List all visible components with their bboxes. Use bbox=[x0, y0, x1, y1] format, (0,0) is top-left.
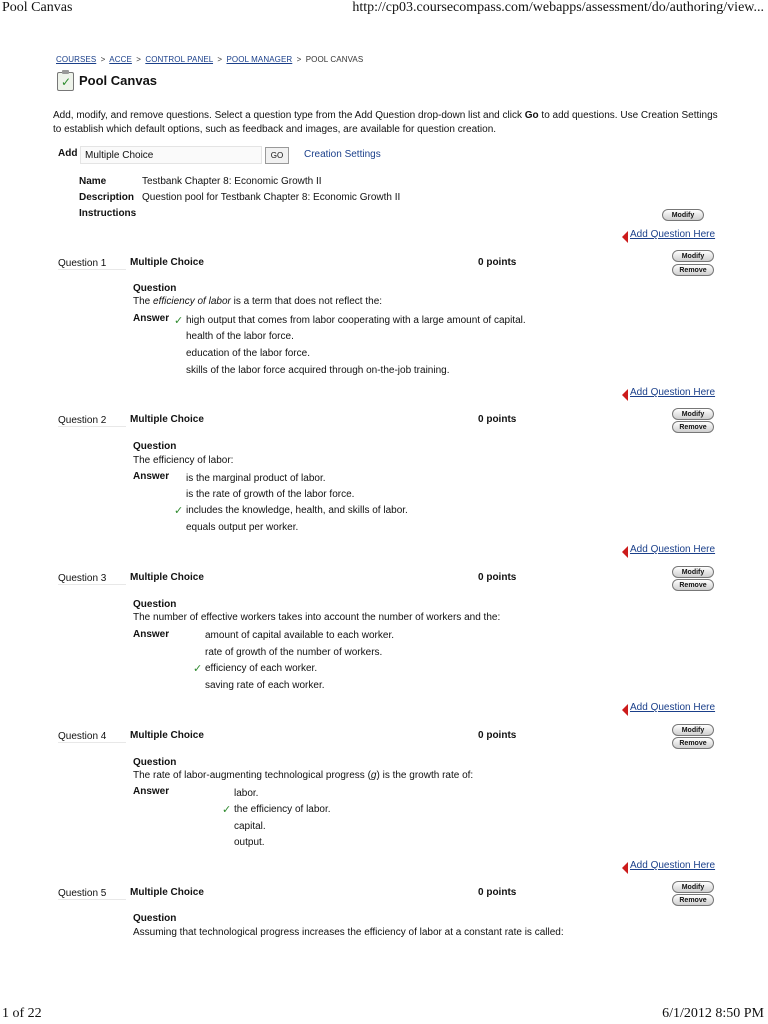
page-title: Pool Canvas bbox=[79, 73, 158, 88]
intro-go-bold: Go bbox=[524, 110, 539, 121]
print-footer-datetime: 6/1/2012 8:50 PM bbox=[662, 1006, 764, 1021]
pool-modify-button[interactable]: Modify bbox=[662, 209, 704, 221]
breadcrumb-acce[interactable]: ACCE bbox=[109, 55, 132, 64]
answer-label: Answer bbox=[133, 786, 170, 797]
question-text bbox=[133, 770, 473, 781]
page-instructions bbox=[53, 109, 718, 137]
answer-choice: rate of growth of the number of workers. bbox=[205, 647, 383, 658]
question-text: The efficiency of labor: bbox=[133, 455, 234, 466]
question-type: Multiple Choice bbox=[130, 257, 204, 268]
print-header-url: http://cp03.coursecompass.com/webapps/assessment/do/authoring/view... bbox=[352, 0, 764, 15]
modify-button[interactable]: Modify bbox=[672, 724, 714, 736]
answer-label: Answer bbox=[133, 313, 170, 324]
answer-choice: education of the labor force. bbox=[186, 348, 310, 359]
question-label: Question bbox=[133, 599, 177, 610]
remove-button[interactable]: Remove bbox=[672, 264, 714, 276]
answer-choice: health of the labor force. bbox=[186, 331, 294, 342]
add-question-here-link[interactable]: Add Question Here bbox=[630, 387, 716, 398]
question-points: 0 points bbox=[478, 572, 517, 583]
red-arrow-icon bbox=[622, 862, 628, 874]
question-number: Question 1 bbox=[58, 258, 126, 270]
answer-label: Answer bbox=[133, 471, 170, 482]
answer-choice: is the rate of growth of the labor force. bbox=[186, 489, 355, 500]
creation-settings-link[interactable]: Creation Settings bbox=[304, 149, 381, 160]
add-label: Add bbox=[58, 148, 78, 159]
modify-button[interactable]: Modify bbox=[672, 250, 714, 262]
answer-choice: labor. bbox=[234, 788, 259, 799]
question-type: Multiple Choice bbox=[130, 572, 204, 583]
breadcrumb bbox=[56, 55, 363, 64]
breadcrumb-separator: > bbox=[217, 55, 223, 64]
answer-label: Answer bbox=[133, 629, 170, 640]
remove-button[interactable]: Remove bbox=[672, 894, 714, 906]
question-number: Question 2 bbox=[58, 415, 126, 427]
answer-choice: capital. bbox=[234, 821, 266, 832]
breadcrumb-courses[interactable]: COURSES bbox=[56, 55, 97, 64]
question-text-symbol: g bbox=[370, 770, 377, 781]
breadcrumb-pool-manager[interactable]: POOL MANAGER bbox=[226, 55, 293, 64]
answer-choice: equals output per worker. bbox=[186, 522, 299, 533]
add-question-here-link[interactable]: Add Question Here bbox=[630, 860, 716, 871]
question-text-part: ) is the growth rate of: bbox=[376, 770, 474, 781]
question-text bbox=[133, 296, 382, 307]
intro-text: Add, modify, and remove questions. Select a question type from the Add Question drop-down list and click bbox=[53, 110, 525, 121]
breadcrumb-separator: > bbox=[100, 55, 106, 64]
question-type-select[interactable]: Multiple Choice bbox=[80, 146, 262, 164]
question-type: Multiple Choice bbox=[130, 887, 204, 898]
question-points: 0 points bbox=[478, 887, 517, 898]
question-number: Question 3 bbox=[58, 573, 126, 585]
breadcrumb-separator: > bbox=[296, 55, 302, 64]
red-arrow-icon bbox=[622, 704, 628, 716]
remove-button[interactable]: Remove bbox=[672, 579, 714, 591]
pool-name: Testbank Chapter 8: Economic Growth II bbox=[142, 176, 322, 187]
remove-button[interactable]: Remove bbox=[672, 737, 714, 749]
answer-choice: the efficiency of labor. bbox=[234, 804, 331, 815]
question-type: Multiple Choice bbox=[130, 414, 204, 425]
checkmark-icon: ✓ bbox=[193, 663, 203, 675]
breadcrumb-separator: > bbox=[136, 55, 142, 64]
modify-button[interactable]: Modify bbox=[672, 408, 714, 420]
question-text-emphasis: efficiency of labor bbox=[153, 296, 231, 307]
answer-choice: includes the knowledge, health, and skills of labor. bbox=[186, 505, 408, 516]
answer-choice: skills of the labor force acquired through on-the-job training. bbox=[186, 365, 450, 376]
modify-button[interactable]: Modify bbox=[672, 566, 714, 578]
description-label: Description bbox=[79, 192, 135, 203]
checkmark-icon: ✓ bbox=[222, 804, 232, 816]
question-points: 0 points bbox=[478, 414, 517, 425]
breadcrumb-current: POOL CANVAS bbox=[305, 55, 364, 64]
answer-choice: output. bbox=[234, 837, 265, 848]
remove-button[interactable]: Remove bbox=[672, 421, 714, 433]
question-text-part: The bbox=[133, 296, 154, 307]
question-label: Question bbox=[133, 441, 177, 452]
red-arrow-icon bbox=[622, 546, 628, 558]
clipboard-check-icon: ✓ bbox=[57, 72, 74, 91]
modify-button[interactable]: Modify bbox=[672, 881, 714, 893]
add-question-here-link[interactable]: Add Question Here bbox=[630, 229, 716, 240]
answer-choice: high output that comes from labor cooperating with a large amount of capital. bbox=[186, 315, 526, 326]
question-number: Question 4 bbox=[58, 731, 126, 743]
answer-choice: amount of capital available to each worker. bbox=[205, 630, 394, 641]
question-points: 0 points bbox=[478, 257, 517, 268]
checkmark-icon: ✓ bbox=[174, 315, 184, 327]
question-label: Question bbox=[133, 913, 177, 924]
question-type: Multiple Choice bbox=[130, 730, 204, 741]
question-points: 0 points bbox=[478, 730, 517, 741]
answer-choice: is the marginal product of labor. bbox=[186, 473, 326, 484]
add-question-here-link[interactable]: Add Question Here bbox=[630, 544, 716, 555]
intro-text-2: to add questions. Use Creation Settings to establish which default options, such as feedback and images, are available for question creation. bbox=[53, 110, 718, 135]
red-arrow-icon bbox=[622, 231, 628, 243]
go-button[interactable]: GO bbox=[265, 147, 289, 164]
instructions-label: Instructions bbox=[79, 208, 137, 219]
question-number: Question 5 bbox=[58, 888, 126, 900]
print-footer-page: 1 of 22 bbox=[2, 1006, 42, 1021]
question-text: Assuming that technological progress increases the efficiency of labor at a constant rate is called: bbox=[133, 927, 564, 938]
checkmark-icon: ✓ bbox=[174, 505, 184, 517]
question-text-part: The rate of labor-augmenting technological progress ( bbox=[133, 770, 371, 781]
print-header-title: Pool Canvas bbox=[2, 0, 73, 15]
red-arrow-icon bbox=[622, 389, 628, 401]
answer-choice: efficiency of each worker. bbox=[205, 663, 318, 674]
pool-description: Question pool for Testbank Chapter 8: Economic Growth II bbox=[142, 192, 401, 203]
name-label: Name bbox=[79, 176, 107, 187]
add-question-here-link[interactable]: Add Question Here bbox=[630, 702, 716, 713]
question-label: Question bbox=[133, 283, 177, 294]
question-text: The number of effective workers takes into account the number of workers and the: bbox=[133, 612, 501, 623]
answer-choice: saving rate of each worker. bbox=[205, 680, 325, 691]
question-text-part: is a term that does not reflect the: bbox=[230, 296, 383, 307]
breadcrumb-control-panel[interactable]: CONTROL PANEL bbox=[145, 55, 214, 64]
question-label: Question bbox=[133, 757, 177, 768]
